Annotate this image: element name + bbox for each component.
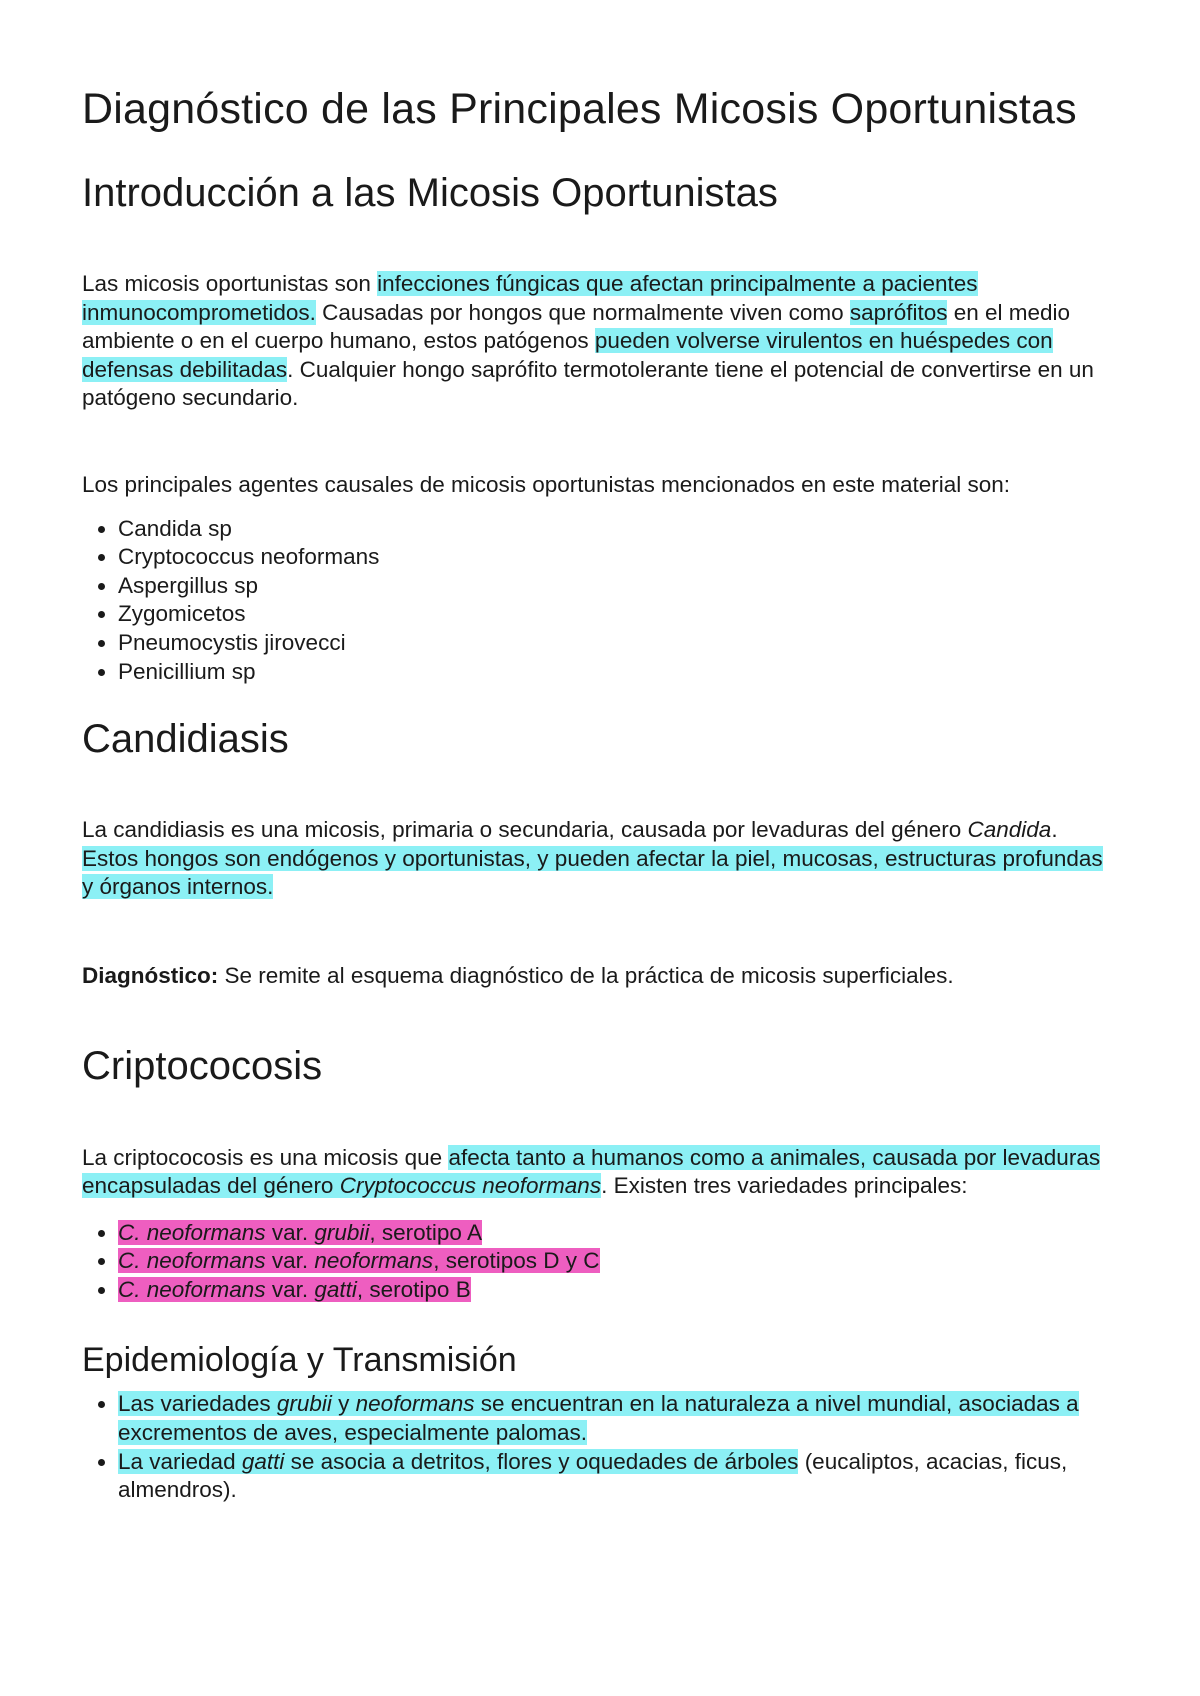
text-run: La candidiasis es una micosis, primaria o secundaria, causada por levaduras del género <box>82 817 968 843</box>
text-run: se encuentran en la naturaleza a nivel mundial, asociadas a excrementos de aves, especialmente palomas. <box>118 1391 1079 1446</box>
epidemiology-list <box>82 1390 1118 1504</box>
diagnosis-label: Diagnóstico: <box>82 962 219 988</box>
list-item <box>118 1247 1118 1276</box>
agents-list <box>82 515 1118 687</box>
text-run: , serotipo B <box>356 1276 471 1302</box>
italic-text: neoformans <box>355 1391 475 1417</box>
italic-text: Cryptococcus neoformans <box>339 1173 602 1199</box>
text-run: La criptococosis es una micosis que <box>82 1144 449 1170</box>
italic-text: neoformans <box>314 1248 434 1274</box>
list-item <box>118 1219 1118 1248</box>
text-run: Las variedades <box>118 1391 277 1417</box>
text-run: se asocia a detritos, flores y oquedades de árboles <box>284 1448 799 1474</box>
text-run: var. <box>265 1276 315 1302</box>
subsection-heading-epidemiologia: Epidemiología y Transmisión <box>82 1341 517 1380</box>
text-run: La variedad <box>118 1448 242 1474</box>
text-run: , serotipos D y C <box>433 1248 600 1274</box>
italic-text: gatti <box>241 1448 285 1474</box>
text-run: en el medio ambiente o en el cuerpo humano, estos patógenos <box>82 299 1071 354</box>
pink-highlighted-text <box>118 1220 482 1245</box>
italic-text: grubii <box>314 1219 370 1245</box>
italic-text: C. neoformans <box>118 1248 266 1274</box>
pink-highlighted-text <box>118 1248 600 1273</box>
highlighted-text <box>118 1391 1079 1445</box>
list-item: • Penicillium sp <box>118 658 1118 687</box>
highlighted-text: pueden volverse virulentos en huéspedes con defensas debilitadas <box>82 328 1053 382</box>
agents-intro-paragraph: Los principales agentes causales de micosis oportunistas mencionados en este material son: <box>82 471 1011 497</box>
diagnosis-paragraph <box>82 962 1118 991</box>
italic-text: C. neoformans <box>118 1276 266 1302</box>
list-item: • Candida sp <box>118 515 1118 544</box>
text-run: Las micosis oportunistas son <box>82 271 378 296</box>
text-run: (eucaliptos, acacias, ficus, almendros). <box>118 1448 1068 1503</box>
italic-text: grubii <box>276 1391 332 1417</box>
list-item: • Zygomicetos <box>118 600 1118 629</box>
intro-paragraph <box>82 270 1118 413</box>
section-heading-intro: Introducción a las Micosis Oportunistas <box>82 171 778 215</box>
text-run: y <box>331 1391 356 1417</box>
list-item: • Cryptococcus neoformans <box>118 543 1118 572</box>
text-run: Causadas por hongos que normalmente viven como <box>315 299 850 325</box>
text-run: . Existen tres variedades principales: <box>601 1173 968 1199</box>
pink-highlighted-text <box>118 1277 471 1302</box>
highlighted-text <box>118 1449 798 1474</box>
text-run: var. <box>265 1219 315 1245</box>
candidiasis-paragraph <box>82 816 1118 902</box>
list-item: • Pneumocystis jirovecci <box>118 629 1118 658</box>
text-run: var. <box>265 1248 315 1274</box>
list-item: • Aspergillus sp <box>118 572 1118 601</box>
italic-text: C. neoformans <box>118 1219 266 1245</box>
list-item <box>118 1390 1118 1447</box>
text-run: , serotipo A <box>369 1219 482 1245</box>
italic-text: Candida <box>967 817 1052 843</box>
section-heading-candidiasis: Candidiasis <box>82 717 289 762</box>
list-item <box>118 1448 1118 1505</box>
varieties-list <box>82 1219 1118 1305</box>
highlighted-text: infecciones fúngicas que afectan principalmente a pacientes inmunocomprometidos. <box>82 271 978 325</box>
list-item <box>118 1276 1118 1305</box>
text-run: . <box>1051 817 1058 843</box>
document-title: Diagnóstico de las Principales Micosis Oportunistas <box>82 85 1077 133</box>
highlighted-text: saprófitos <box>849 299 948 325</box>
highlighted-text: Estos hongos son endógenos y oportunistas, y pueden afectar la piel, mucosas, estructuras profundas y órganos internos. <box>82 845 1103 900</box>
text-run: Se remite al esquema diagnóstico de la práctica de micosis superficiales. <box>218 962 954 988</box>
italic-text: gatti <box>314 1276 357 1302</box>
section-heading-criptococosis: Criptococosis <box>82 1043 323 1088</box>
criptococosis-paragraph <box>82 1144 1118 1201</box>
text-run: afecta tanto a humanos como a animales, causada por levaduras encapsuladas del género <box>82 1144 1101 1199</box>
text-run: . Cualquier hongo saprófito termotolerante tiene el potencial de convertirse en un patógeno secundario. <box>82 356 1094 411</box>
